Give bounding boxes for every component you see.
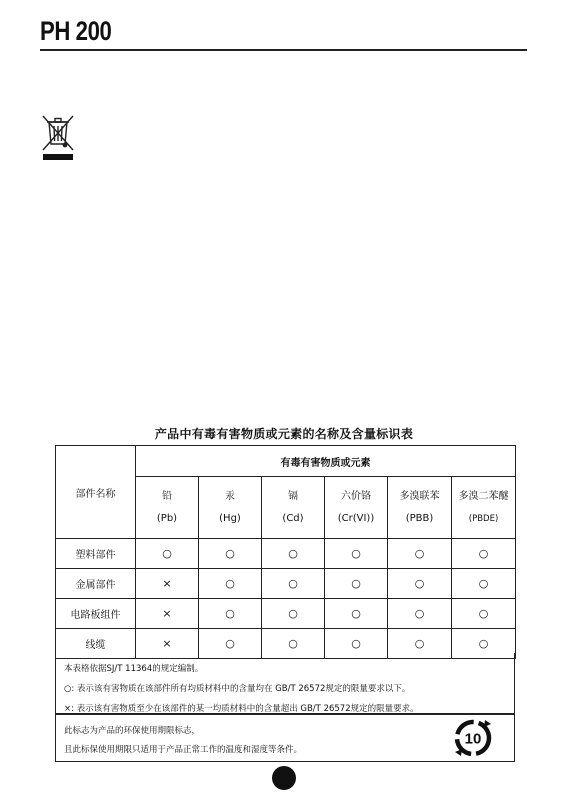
table-cell: × bbox=[136, 599, 199, 629]
element-header-cadmium bbox=[262, 477, 325, 539]
table-row bbox=[56, 539, 516, 569]
table-row bbox=[56, 569, 516, 599]
crossed-out-wheelie-bin-icon bbox=[40, 112, 76, 162]
table-cell: ○ bbox=[199, 629, 262, 659]
element-name: 多溴二苯醚 bbox=[458, 490, 509, 502]
page-number-dot bbox=[272, 766, 296, 790]
parts-column-header: 部件名称 bbox=[56, 446, 136, 539]
table-title: 产品中有毒有害物质或元素的名称及含量标识表 bbox=[154, 427, 414, 441]
table-cell: ○ bbox=[388, 539, 452, 569]
table-cell: ○ bbox=[262, 599, 325, 629]
element-header-pbb bbox=[388, 477, 452, 539]
table-row bbox=[56, 599, 516, 629]
epup-years: 10 bbox=[464, 730, 482, 748]
element-header-pbde bbox=[452, 477, 516, 539]
part-name: 金属部件 bbox=[56, 569, 136, 599]
table-cell: ○ bbox=[262, 539, 325, 569]
element-symbol: (Cr(VI)) bbox=[337, 512, 375, 524]
element-name: 镉 bbox=[288, 490, 298, 502]
element-name: 汞 bbox=[225, 490, 235, 502]
element-symbol: (PBB) bbox=[405, 512, 434, 524]
table-cell: ○ bbox=[199, 599, 262, 629]
note-cross: ×: 表示该有害物质至少在该部件的某一均质材料中的含量超出 GB/T 26572规定的限量要求。 bbox=[64, 704, 419, 714]
table-cell: ○ bbox=[262, 629, 325, 659]
table-cell: ○ bbox=[199, 569, 262, 599]
element-name: 多溴联苯 bbox=[399, 490, 440, 502]
table-cell: ○ bbox=[325, 629, 388, 659]
part-name: 塑料部件 bbox=[56, 539, 136, 569]
table-cell: ○ bbox=[325, 599, 388, 629]
element-name: 铅 bbox=[162, 490, 172, 502]
table-cell: ○ bbox=[262, 569, 325, 599]
element-header-lead bbox=[136, 477, 199, 539]
element-header-mercury bbox=[199, 477, 262, 539]
table-cell: ○ bbox=[452, 569, 516, 599]
part-name: 电路板组件 bbox=[56, 599, 136, 629]
table-cell: ○ bbox=[452, 599, 516, 629]
epup-text-line1: 此标志为产品的环保使用期限标志， bbox=[64, 726, 201, 736]
table-cell: × bbox=[136, 629, 199, 659]
header-divider bbox=[40, 49, 527, 51]
element-header-chromium bbox=[325, 477, 388, 539]
hazardous-substances-table bbox=[55, 445, 516, 659]
table-cell: ○ bbox=[452, 629, 516, 659]
table-cell: ○ bbox=[325, 569, 388, 599]
table-cell: ○ bbox=[388, 599, 452, 629]
table-cell: ○ bbox=[325, 539, 388, 569]
note-circle: ○: 表示该有害物质在该部件所有均质材料中的含量均在 GB/T 26572规定的限量要求以下。 bbox=[64, 684, 411, 694]
note-basis: 本表格依据SJ/T 11364的规定编制。 bbox=[64, 664, 204, 674]
table-cell: ○ bbox=[452, 539, 516, 569]
element-symbol: (PBDE) bbox=[468, 513, 499, 524]
environment-friendly-use-period-10-icon bbox=[450, 716, 496, 760]
page-title: PH 200 bbox=[40, 16, 112, 46]
substances-group-header: 有毒有害物质或元素 bbox=[136, 446, 516, 477]
part-name: 线缆 bbox=[56, 629, 136, 659]
epup-text-line2: 且此标保使用期限只适用于产品正常工作的温度和湿度等条件。 bbox=[64, 745, 303, 755]
element-symbol: (Cd) bbox=[282, 512, 304, 524]
element-symbol: (Hg) bbox=[219, 512, 241, 524]
table-cell: ○ bbox=[388, 569, 452, 599]
table-cell: ○ bbox=[136, 539, 199, 569]
element-name: 六价铬 bbox=[341, 490, 371, 502]
table-notes bbox=[55, 653, 515, 714]
element-symbol: (Pb) bbox=[156, 512, 178, 524]
table-cell: × bbox=[136, 569, 199, 599]
epup-label-box bbox=[55, 714, 515, 762]
table-cell: ○ bbox=[388, 629, 452, 659]
table-cell: ○ bbox=[199, 539, 262, 569]
